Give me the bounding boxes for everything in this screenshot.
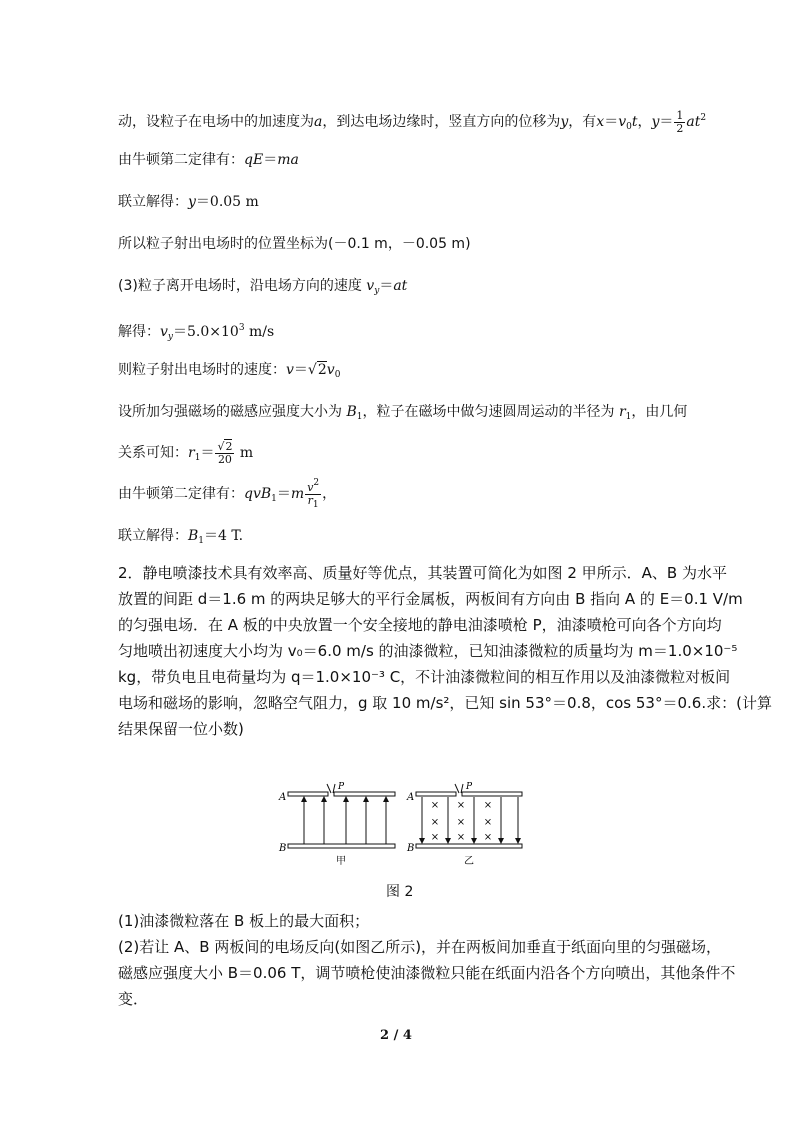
- figure-caption: 图 2: [386, 884, 414, 900]
- problem-line: 电场和磁场的影响，忽略空气阻力，g 取 10 m/s²，已知 sin 53°＝0.8，cos 53°＝0.6.求：(计算: [118, 694, 772, 712]
- diagram-jia: [278, 782, 395, 867]
- solution-line-7: 则粒子射出电场时的速度：$v=√2v_0$: [118, 362, 341, 380]
- question-1: (1)油漆微粒落在 B 板上的最大面积；: [118, 912, 370, 930]
- b-field-into-page: ×: [483, 832, 493, 843]
- b-field-into-page: ×: [430, 817, 440, 828]
- question-2-line: (2)若让 A、B 两板间的电场反向(如图乙所示)，并在两板间加垂直于纸面向里的匀强磁场，: [118, 938, 722, 956]
- fraction-radius: $\frac{√2}{20}$: [217, 439, 233, 466]
- problem-line: 结果保留一位小数): [118, 720, 244, 738]
- sprayer-label: P: [466, 782, 473, 792]
- solution-line-6: 解得：$v_y=5.0\times 10^3$ m/s: [118, 323, 275, 342]
- plate-b-label: B: [279, 843, 287, 854]
- solution-line-2: 由牛顿第二定律有：qE＝ma: [118, 152, 299, 168]
- plate-a-label: A: [279, 792, 287, 803]
- b-field-into-page: ×: [483, 817, 493, 828]
- diagram-yi-label: 乙: [464, 856, 474, 867]
- fraction-centripetal: $\frac{v^2}{r_1}$: [307, 478, 320, 510]
- solution-line-11: 联立解得：$B_1=4$ T.: [118, 528, 244, 546]
- question-2-line: 磁感应强度大小 B＝0.06 T，调节喷枪使油漆微粒只能在纸面内沿各个方向喷出，其他条件不: [118, 964, 736, 982]
- plate-a-label: A: [407, 792, 415, 803]
- b-field-into-page: ×: [483, 800, 493, 811]
- diagram-yi: [406, 782, 522, 867]
- b-field-into-page: ×: [456, 817, 466, 828]
- question-2-line: 变．: [118, 990, 149, 1008]
- fraction-half: $\frac{1}{2}$: [676, 108, 684, 135]
- b-field-into-page: ×: [430, 800, 440, 811]
- solution-line-5: (3)粒子离开电场时，沿电场方向的速度 $v_y=at$: [118, 278, 408, 296]
- solution-line-4: 所以粒子射出电场时的位置坐标为(－0.1 m，－0.05 m): [118, 236, 471, 252]
- b-field-into-page: ×: [456, 800, 466, 811]
- problem-line: 放置的间距 d＝1.6 m 的两块足够大的平行金属板，两板间有方向由 B 指向 A 的 E＝0.1 V/m: [118, 590, 743, 608]
- plate-b: [416, 844, 522, 848]
- solution-line-9: 关系可知：$r_1=$ $\frac{√2}{20}$ m: [118, 439, 254, 466]
- problem-2-statement: [118, 560, 772, 742]
- b-field-into-page: ×: [430, 832, 440, 843]
- problem-line: 匀地喷出初速度大小均为 v₀＝6.0 m/s 的油漆微粒，已知油漆微粒的质量均为 m＝1.0×10⁻⁵: [118, 642, 738, 660]
- solution-line-10: 由牛顿第二定律有：qvB$_1$＝m $\frac{v^2}{r_1}$ ，: [118, 478, 337, 510]
- problem-line: 的匀强电场．在 A 板的中央放置一个安全接地的静电油漆喷枪 P，油漆喷枪可向各个方向均: [118, 616, 722, 634]
- b-field-into-page: ×: [456, 832, 466, 843]
- solution-line-1: 动，设粒子在电场中的加速度为a，到达电场边缘时，竖直方向的位移为y，有$x=v_0t$，y＝ $\frac{1}{2}$ $at^2$: [118, 108, 707, 135]
- sprayer-label: P: [338, 782, 345, 792]
- plate-a-right: [462, 792, 522, 796]
- plate-b-label: B: [407, 843, 415, 854]
- figure-2-diagram: [270, 772, 540, 872]
- plate-b: [288, 844, 395, 848]
- solution-line-8: 设所加匀强磁场的磁感应强度大小为 $B_1$，粒子在磁场中做匀速圆周运动的半径为 $r_1$，由几何: [118, 404, 688, 422]
- solution-line-3: 联立解得：y＝0.05 m: [118, 194, 259, 210]
- diagram-jia-label: 甲: [336, 856, 346, 867]
- problem-line: 2．静电喷漆技术具有效率高、质量好等优点，其装置可简化为如图 2 甲所示．A、B 为水平: [118, 564, 727, 582]
- plate-a-right: [334, 792, 395, 796]
- plate-a-left: [288, 792, 328, 796]
- problem-2-questions: [118, 908, 736, 1012]
- page-number: 2 / 4: [380, 1028, 412, 1043]
- plate-a-left: [416, 792, 456, 796]
- problem-line: kg，带负电且电荷量均为 q＝1.0×10⁻³ C，不计油漆微粒间的相互作用以及油漆微粒对板间: [118, 668, 731, 686]
